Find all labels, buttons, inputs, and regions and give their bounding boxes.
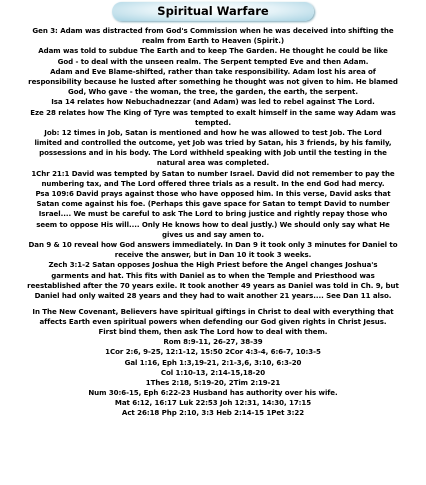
text-line: responsibility because he lusted after something he thought was not given to him. He blamed (28, 76, 398, 86)
text-line: God - to deal with the unseen realm. The Serpent tempted Eve and then Adam. (57, 56, 369, 66)
text-line: seem to oppose His will.... Only He knows how to deal justly.) We should only say what He (36, 219, 390, 229)
scripture-references: Rom 8:9-11, 26-27, 38-39 (163, 337, 263, 347)
document-body (0, 26, 426, 419)
paragraph-new-covenant (0, 307, 426, 419)
scripture-references: 1Thes 2:18, 5:19-20, 2Tim 2:19-21 (145, 377, 281, 387)
text-line: Gen 3: Adam was distracted from God's Commission when he was deceived into shifting the (32, 26, 394, 35)
text-line: limited and controlled the outcome, yet Job was tried by Satan, his 3 friends, by his family, (34, 138, 392, 148)
text-line: Adam was told to subdue The Earth and to keep The Garden. He thought he could be like (38, 46, 388, 56)
page-title: Spiritual Warfare (112, 2, 314, 21)
text-line: Isa 14 relates how Nebuchadnezzar (and Adam) was led to rebel against The Lord. (51, 97, 375, 107)
text-line: possessions and in his body. The Lord withheld speaking with Job until the testing in the (39, 148, 387, 158)
scripture-references: Act 26:18 Php 2:10, 3:3 Heb 2:14-15 1Pet 3:22 (121, 408, 305, 418)
text-line: Dan 9 & 10 reveal how God answers immediately. In Dan 9 it took only 3 minutes for Daniel to (28, 239, 398, 249)
text-line: God, Who gave - the woman, the tree, the garden, the earth, the serpent. (68, 87, 358, 97)
paragraph-old-testament (0, 26, 426, 301)
text-line: reestablished after the 70 years exile. It took another 49 years as Daniel was told in Ch. 9, but (27, 280, 399, 290)
text-line: Israel.... We must be careful to ask The Lord to bring justice and rightly repay those who (38, 209, 388, 219)
scripture-references: Mat 6:12, 16:17 Luk 22:53 Joh 12:31, 14:30, 17:15 (114, 398, 312, 408)
text-line: Eze 28 relates how The King of Tyre was tempted to exalt himself in the same way Adam was (30, 107, 396, 117)
text-line: garments and hat. This fits with Daniel as to when the Temple and Priesthood was (51, 270, 375, 280)
scripture-references: 1Cor 2:6, 9-25, 12:1-12, 15:50 2Cor 4:3-4, 6:6-7, 10:3-5 (105, 347, 321, 357)
text-line: Zech 3:1-2 Satan opposes Joshua the High Priest before the Angel changes Joshua's (48, 260, 378, 270)
text-line: receive the answer, but in Dan 10 it took 3 weeks. (114, 250, 312, 260)
text-line: numbering tax, and The Lord offered three trials as a result. In the end God had mercy. (41, 178, 385, 188)
text-line: In The New Covenant, Believers have spiritual giftings in Christ to deal with everything that (32, 306, 394, 316)
text-line: Psa 109:6 David prays against those who have opposed him. In this verse, David asks that (35, 189, 391, 198)
text-line: natural area was completed. (156, 158, 270, 168)
scripture-references: Num 30:6-15, Eph 6:22-23 Husband has authority over his wife. (88, 388, 338, 398)
scripture-references: Gal 1:16, Eph 1:3,19-21, 2:1-3,6, 3:10, 6:3-20 (124, 357, 302, 367)
text-line: Adam and Eve Blame-shifted, rather than take responsibility. Adam lost his area of (50, 66, 376, 76)
text-line: gives us and say amen to. (162, 229, 264, 239)
text-line: First bind them, then ask The Lord how to deal with them. (98, 326, 328, 336)
scripture-references: Col 1:10-13, 2:14-15,18-20 (160, 367, 266, 377)
text-line: Daniel had only waited 28 years and they had to wait another 21 years.... See Dan 11 also. (34, 290, 392, 300)
text-line: 1Chr 21:1 David was tempted by Satan to number Israel. David did not remember to pay the (31, 168, 395, 178)
text-line: Job: 12 times in Job, Satan is mentioned and how he was allowed to test Job. The Lord (44, 127, 382, 137)
text-line: tempted. (195, 117, 231, 127)
text-line: Satan come against his foe. (Perhaps this gave space for Satan to tempt David to number (36, 199, 390, 209)
text-line: affects Earth even spiritual powers when defending our God given rights in Christ Jesus. (39, 316, 387, 326)
text-line: realm from Earth to Heaven (Spirit.) (142, 36, 284, 46)
